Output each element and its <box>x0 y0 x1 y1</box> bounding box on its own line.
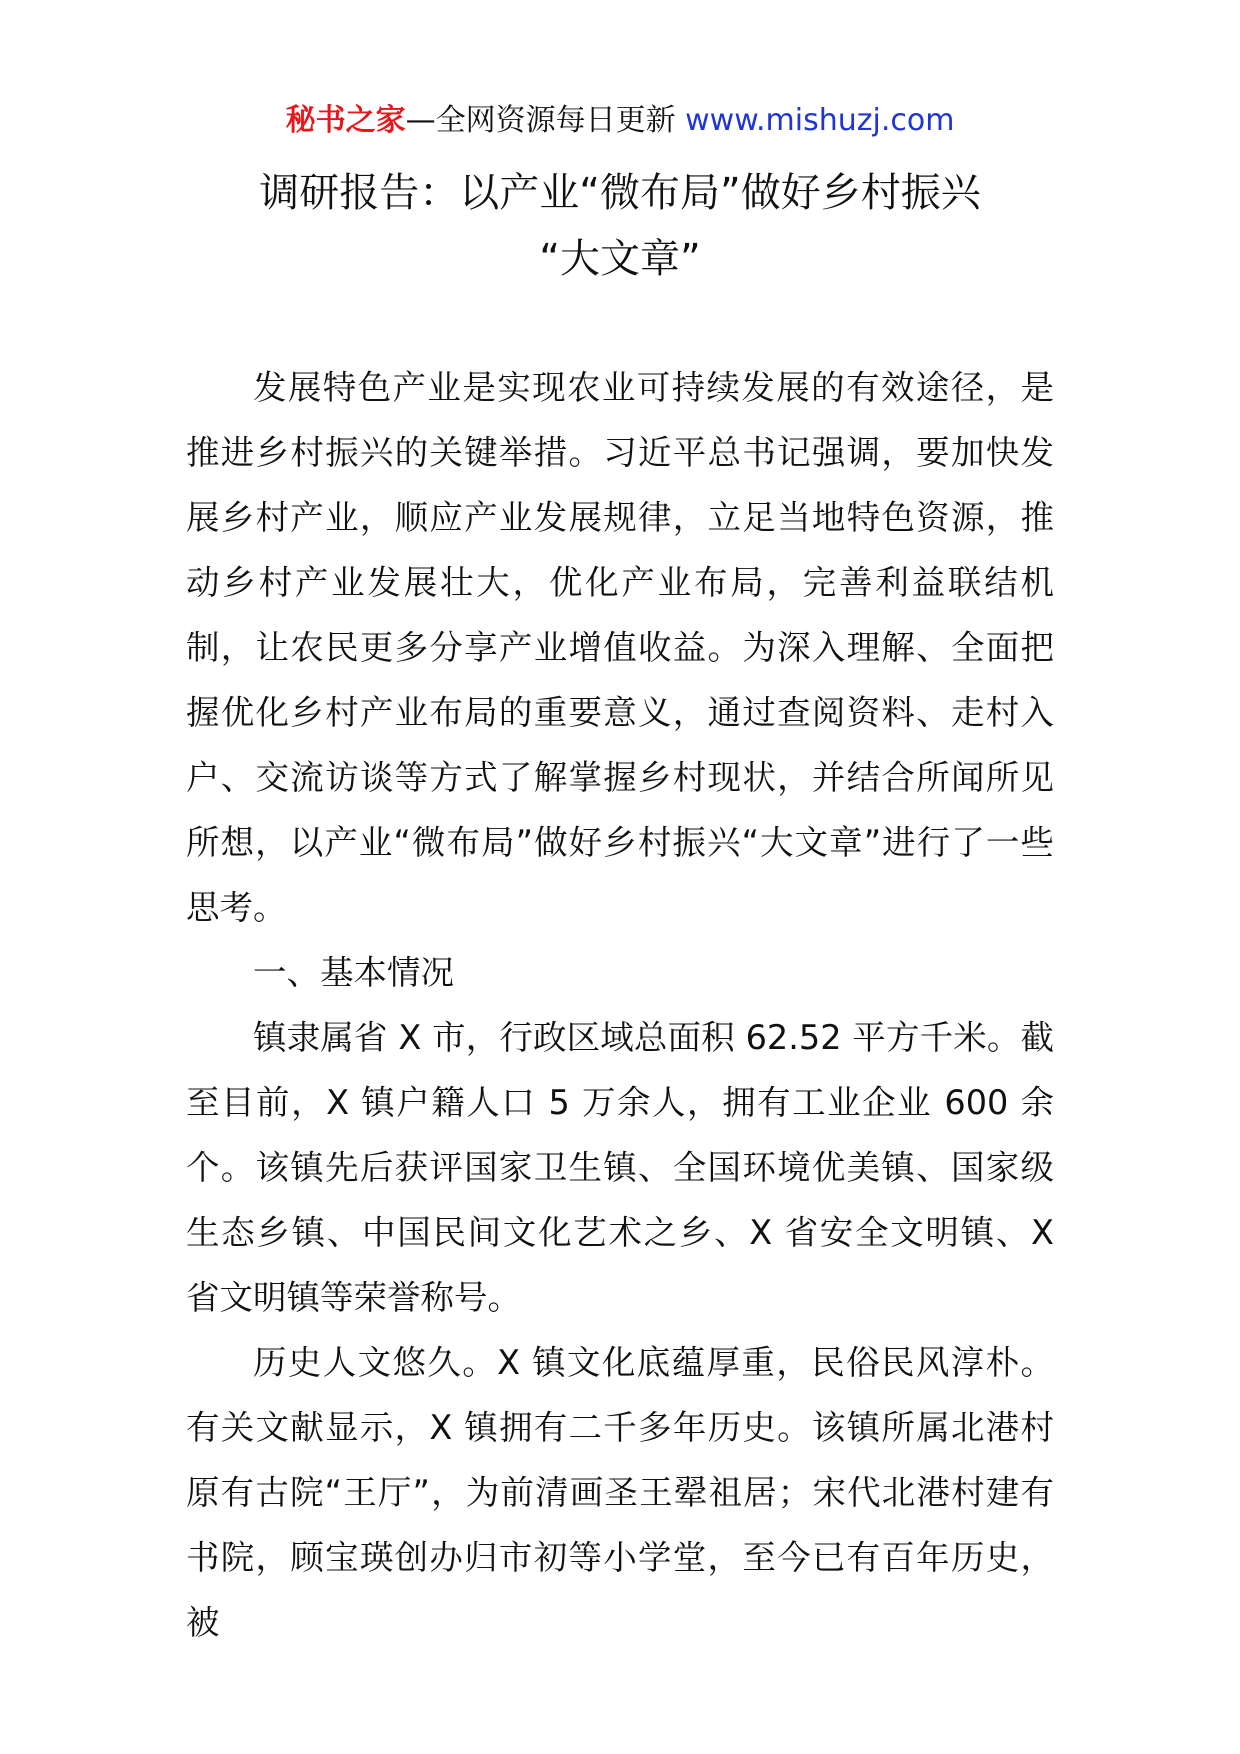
paragraph-history: 历史人文悠久。X 镇文化底蕴厚重，民俗民风淳朴。有关文献显示，X 镇拥有二千多年历史。该镇所属北港村原有古院“王厅”，为前清画圣王翚祖居；宋代北港村建有书院，顾宝瑛创办归市初等小学堂，至今已有百年历史，被 <box>186 1343 1054 1642</box>
paragraph-intro: 发展特色产业是实现农业可持续发展的有效途径，是推进乡村振兴的关键举措。习近平总书记强调，要加快发展乡村产业，顺应产业发展规律，立足当地特色资源，推动乡村产业发展壮大，优化产业布局，完善利益联结机制，让农民更多分享产业增值收益。为深入理解、全面把握优化乡村产业布局的重要意义，通过查阅资料、走村入户、交流访谈等方式了解掌握乡村现状，并结合所闻所见所想，以产业“微布局”做好乡村振兴“大文章”进行了一些思考。 <box>186 368 1054 927</box>
section-heading-basic: 一、基本情况 <box>253 953 454 992</box>
header-tagline: —全网资源每日更新 <box>405 103 686 138</box>
title-line-1: 调研报告：以产业“微布局”做好乡村振兴 <box>259 170 981 216</box>
document-title <box>140 160 1100 292</box>
watermark-header <box>0 100 1240 142</box>
title-line-2: “大文章” <box>539 236 701 282</box>
paragraph-overview: 镇隶属省 X 市，行政区域总面积 62.52 平方千米。截至目前，X 镇户籍人口 5 万余人，拥有工业企业 600 余个。该镇先后获评国家卫生镇、全国环境优美镇、国家级生态乡镇、中国民间文化艺术之乡、X 省安全文明镇、X 省文明镇等荣誉称号。 <box>186 1018 1054 1317</box>
brand-name: 秘书之家 <box>285 103 406 138</box>
site-url-link[interactable]: www.mishuzj.com <box>685 103 955 138</box>
document-body <box>186 355 1054 1655</box>
